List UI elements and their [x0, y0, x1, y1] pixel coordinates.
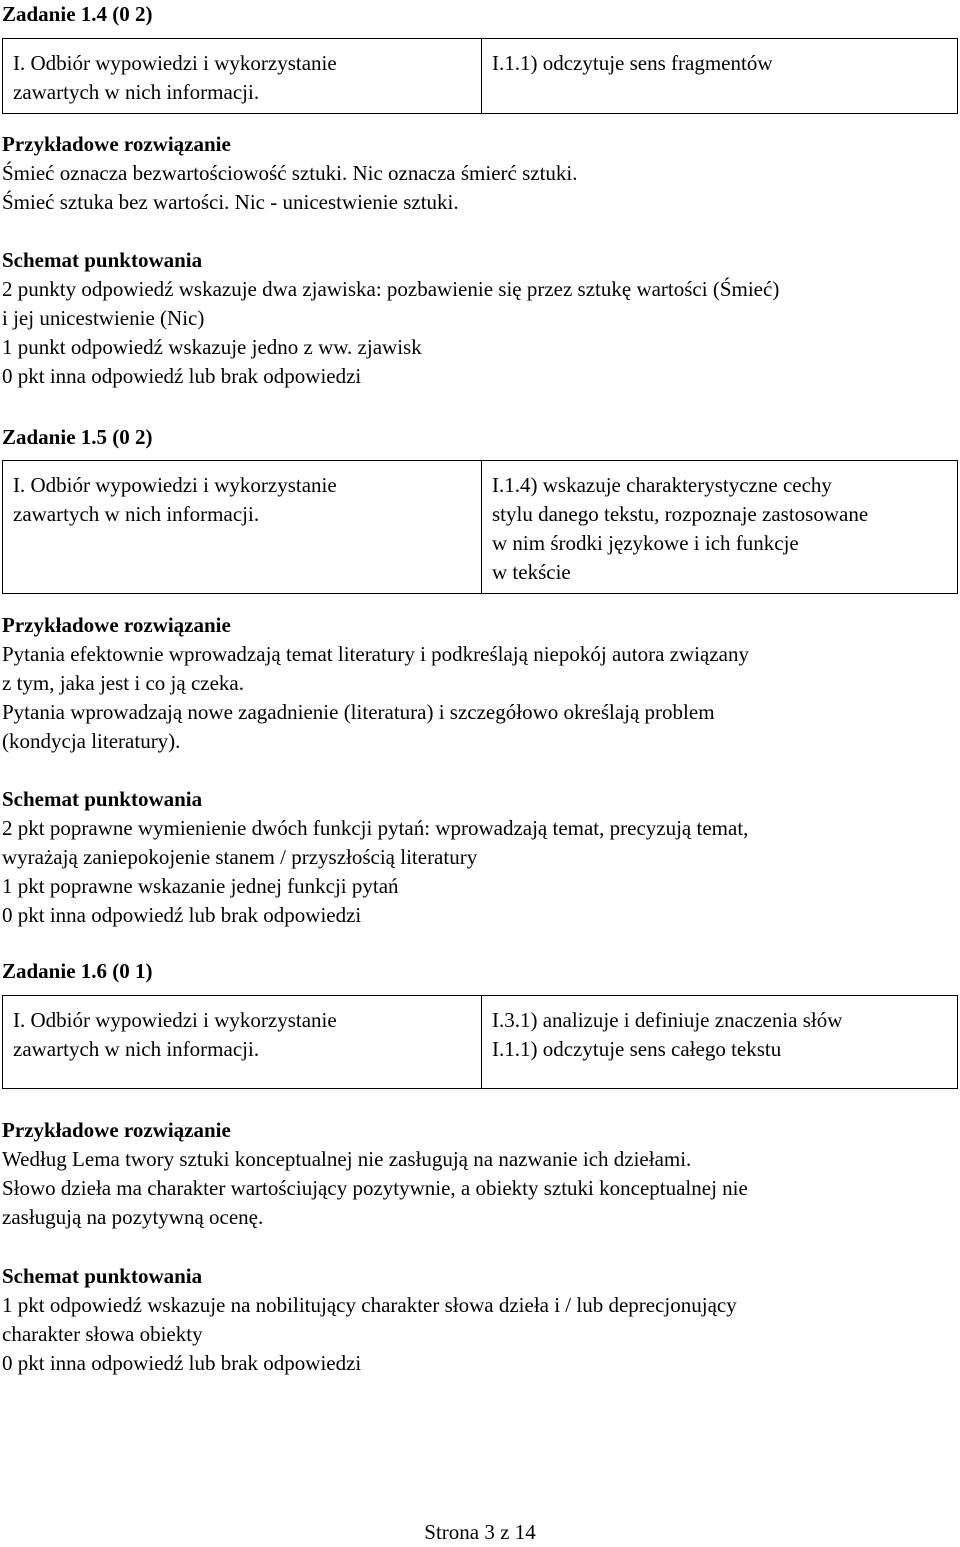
scoring-section: [2, 1262, 737, 1378]
task-title: Zadanie 1.5 (0 2): [2, 425, 153, 449]
example-line: Śmieć oznacza bezwartościowość sztuki. Nic oznacza śmierć sztuki.: [2, 161, 578, 185]
example-line: z tym, jaka jest i co ją czeka.: [2, 671, 244, 695]
criteria-specific: [482, 39, 958, 114]
criteria-specific-line: I.1.1) odczytuje sens całego tekstu: [492, 1037, 782, 1061]
example-heading: Przykładowe rozwiązanie: [2, 1118, 231, 1142]
scoring-line: 1 pkt poprawne wskazanie jednej funkcji pytań: [2, 874, 399, 898]
example-line: zasługują na pozytywną ocenę.: [2, 1205, 264, 1229]
criteria-general: [3, 461, 482, 594]
scoring-heading: Schemat punktowania: [2, 248, 203, 272]
criteria-general-line: zawartych w nich informacji.: [13, 1037, 260, 1061]
criteria-specific-line: I.3.1) analizuje i definiuje znaczenia słów: [492, 1008, 843, 1032]
task-title: Zadanie 1.4 (0 2): [2, 2, 153, 26]
criteria-table: [2, 460, 958, 594]
criteria-general-line: zawartych w nich informacji.: [13, 502, 260, 526]
scoring-line: 0 pkt inna odpowiedź lub brak odpowiedzi: [2, 903, 362, 927]
criteria-specific: [482, 461, 958, 594]
criteria-specific-line: I.1.4) wskazuje charakterystyczne cechy: [492, 473, 832, 497]
criteria-general-line: I. Odbiór wypowiedzi i wykorzystanie: [13, 51, 337, 75]
scoring-section: [2, 785, 748, 930]
criteria-specific-line: I.1.1) odczytuje sens fragmentów: [492, 51, 773, 75]
scoring-line: 1 punkt odpowiedź wskazuje jedno z ww. zjawisk: [2, 335, 422, 359]
scoring-line: 0 pkt inna odpowiedź lub brak odpowiedzi: [2, 1351, 362, 1375]
criteria-general-line: I. Odbiór wypowiedzi i wykorzystanie: [13, 473, 337, 497]
scoring-line: 2 pkt poprawne wymienienie dwóch funkcji pytań: wprowadzają temat, precyzują temat,: [2, 816, 749, 840]
criteria-specific-line: w tekście: [492, 560, 571, 584]
criteria-general: [3, 39, 482, 114]
scoring-line: 0 pkt inna odpowiedź lub brak odpowiedzi: [2, 364, 362, 388]
task-title: Zadanie 1.6 (0 1): [2, 959, 153, 983]
scoring-heading: Schemat punktowania: [2, 1264, 203, 1288]
scoring-line: 1 pkt odpowiedź wskazuje na nobilitujący charakter słowa dzieła i / lub deprecjonujący: [2, 1293, 737, 1317]
criteria-general-line: I. Odbiór wypowiedzi i wykorzystanie: [13, 1008, 337, 1032]
criteria-specific-line: stylu danego tekstu, rozpoznaje zastosowane: [492, 502, 869, 526]
criteria-table: [2, 995, 958, 1089]
scoring-line: 2 punkty odpowiedź wskazuje dwa zjawiska: pozbawienie się przez sztukę wartości (Śmieć): [2, 277, 780, 301]
criteria-table: [2, 38, 958, 114]
example-line: Według Lema twory sztuki konceptualnej nie zasługują na nazwanie ich dziełami.: [2, 1147, 692, 1171]
example-heading: Przykładowe rozwiązanie: [2, 613, 231, 637]
example-line: Pytania efektownie wprowadzają temat literatury i podkreślają niepokój autora związany: [2, 642, 749, 666]
criteria-general-line: zawartych w nich informacji.: [13, 80, 260, 104]
example-section: [2, 130, 578, 217]
criteria-specific: [482, 996, 958, 1089]
example-line: (kondycja literatury).: [2, 729, 181, 753]
criteria-general: [3, 996, 482, 1089]
example-section: [2, 1116, 748, 1232]
scoring-section: [2, 246, 779, 391]
scoring-heading: Schemat punktowania: [2, 787, 203, 811]
criteria-specific-line: w nim środki językowe i ich funkcje: [492, 531, 799, 555]
example-line: Pytania wprowadzają nowe zagadnienie (literatura) i szczegółowo określają problem: [2, 700, 715, 724]
page-number: Strona 3 z 14: [424, 1520, 536, 1544]
example-section: [2, 611, 749, 756]
scoring-line: charakter słowa obiekty: [2, 1322, 203, 1346]
example-heading: Przykładowe rozwiązanie: [2, 132, 231, 156]
example-line: Śmieć sztuka bez wartości. Nic - unicestwienie sztuki.: [2, 190, 459, 214]
scoring-line: wyrażają zaniepokojenie stanem / przyszłością literatury: [2, 845, 478, 869]
scoring-line: i jej unicestwienie (Nic): [2, 306, 205, 330]
example-line: Słowo dzieła ma charakter wartościujący pozytywnie, a obiekty sztuki konceptualnej nie: [2, 1176, 748, 1200]
